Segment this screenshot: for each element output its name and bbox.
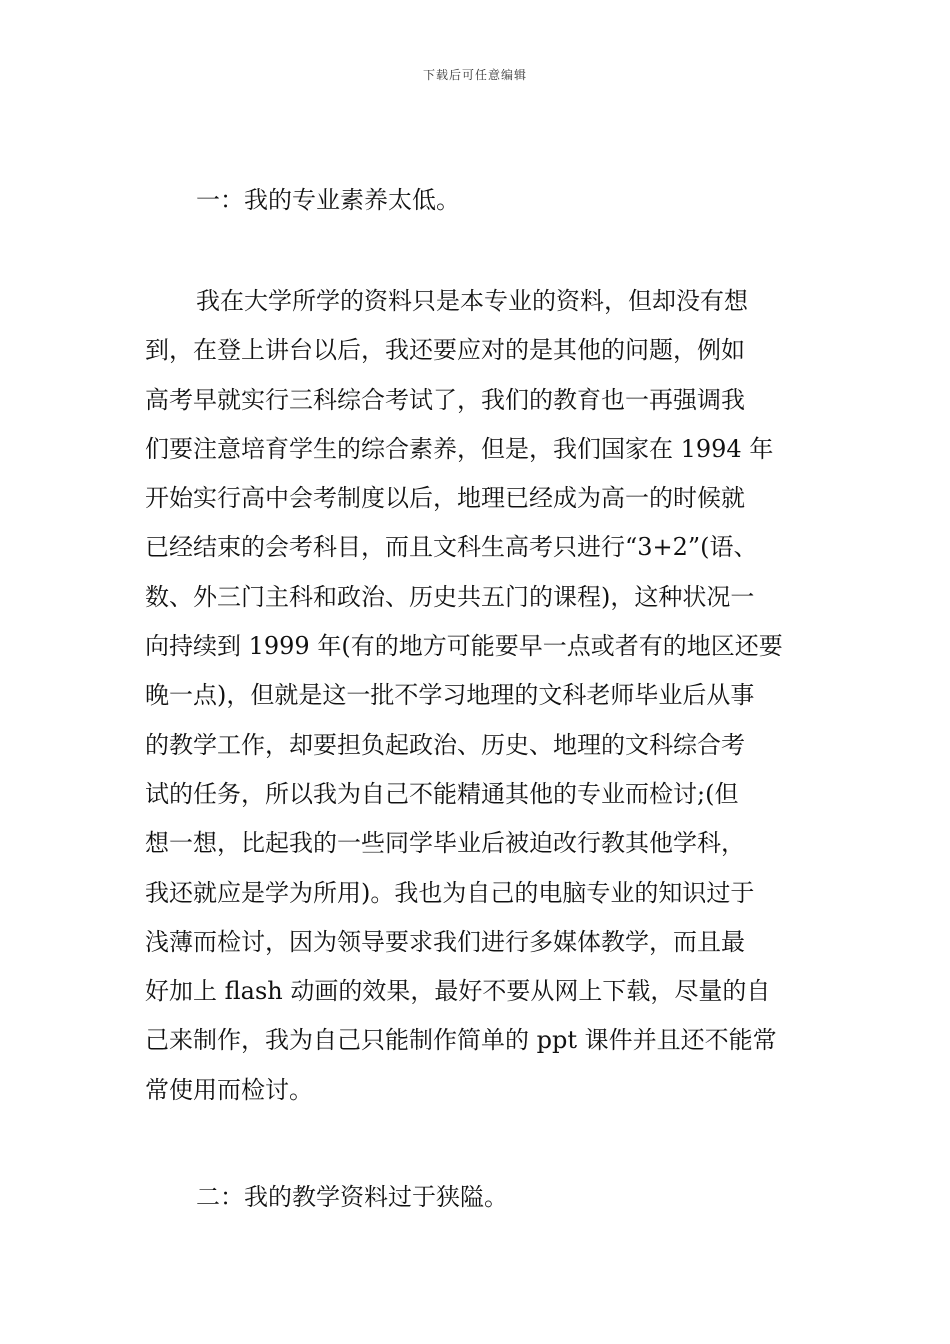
paragraph-line: 已经结束的会考科目，而且文科生高考只进行“3+2”(语、 <box>145 533 758 562</box>
paragraph-line: 浅薄而检讨，因为领导要求我们进行多媒体教学，而且最 <box>145 927 745 956</box>
section-heading-1: 一：我的专业素养太低。 <box>196 186 460 214</box>
paragraph-line: 向持续到 1999 年(有的地方可能要早一点或者有的地区还要 <box>145 632 783 661</box>
paragraph-line: 的教学工作，却要担负起政治、历史、地理的文科综合考 <box>145 730 745 759</box>
paragraph-line: 高考早就实行三科综合考试了，我们的教育也一再强调我 <box>145 385 745 414</box>
paragraph-line: 己来制作，我为自己只能制作简单的 ppt 课件并且还不能常 <box>145 1026 777 1055</box>
section-1-paragraph <box>145 286 825 1124</box>
paragraph-line: 开始实行高中会考制度以后，地理已经成为高一的时候就 <box>145 484 745 513</box>
paragraph-line: 好加上 flash 动画的效果，最好不要从网上下载，尽量的自 <box>145 977 771 1006</box>
paragraph-line: 试的任务，所以我为自己不能精通其他的专业而检讨;(但 <box>145 779 739 808</box>
paragraph-line: 数、外三门主科和政治、历史共五门的课程)，这种状况一 <box>145 582 755 611</box>
page-header: 下载后可任意编辑 <box>422 68 527 82</box>
section-heading-2: 二：我的教学资料过于狭隘。 <box>196 1183 508 1211</box>
paragraph-line: 们要注意培育学生的综合素养，但是，我们国家在 1994 年 <box>145 434 774 463</box>
paragraph-line: 想一想，比起我的一些同学毕业后被迫改行教其他学科， <box>145 829 745 858</box>
paragraph-line: 我还就应是学为所用)。我也为自己的电脑专业的知识过于 <box>145 878 755 907</box>
paragraph-line: 晚一点)，但就是这一批不学习地理的文科老师毕业后从事 <box>145 681 755 710</box>
paragraph-line: 我在大学所学的资料只是本专业的资料，但却没有想 <box>196 287 748 315</box>
paragraph-line: 到，在登上讲台以后，我还要应对的是其他的问题，例如 <box>145 336 745 365</box>
paragraph-line: 常使用而检讨。 <box>145 1075 313 1104</box>
